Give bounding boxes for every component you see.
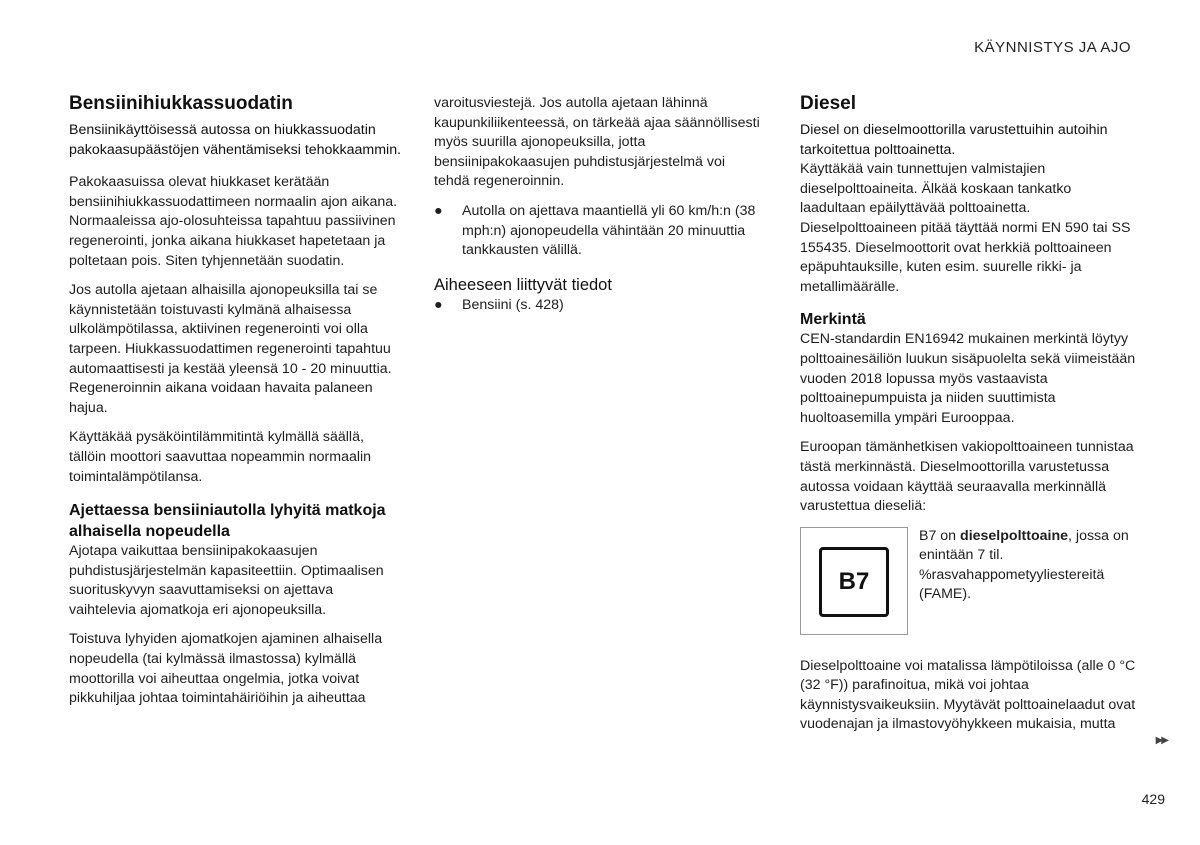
related-link-text[interactable]: Bensiini (s. 428) <box>462 296 564 313</box>
b7-fuel-label-image <box>800 527 908 635</box>
bullet-icon: ● <box>434 202 443 219</box>
b7-marking-row <box>800 527 1136 635</box>
subsection-title-marking: Merkintä <box>800 311 866 329</box>
paragraph: Käyttäkää vain tunnettujen valmistajien dieselpolttoaineita. Älkää koskaan tankatko laadultaan epäilyttävää polttoainetta. Dieselpolttoaineen pitää täyttää normi EN 590 tai SS 155435. Dieselmoottorit ovat herkkiä polttoaineen epäpuhtauksille, kuten esim. suurelle rikki- ja metallimäärälle. <box>800 161 1131 295</box>
b7-description <box>919 527 1134 605</box>
b7-fuel-label-icon: B7 <box>819 547 889 617</box>
lead-paragraph: Diesel on dieselmoottorilla varustettuihin autoihin tarkoitettua polttoainetta. <box>800 122 1108 158</box>
b7-description-pre: B7 on <box>919 527 961 544</box>
section-title-diesel: Diesel <box>800 93 856 114</box>
column-left <box>69 92 404 709</box>
section-header: KÄYNNISTYS JA AJO <box>974 39 1131 56</box>
b7-description-post: , jossa on enintään 7 til. %rasvahappometyyliestereitä (FAME). <box>919 527 1129 603</box>
paragraph: Jos autolla ajetaan alhaisilla ajonopeuksilla tai se käynnistetään toistuvasti kylmänä alhaisessa ulkolämpötilassa, aktiivinen regenerointi voi olla tarpeen. Hiukkassuodattimen regenerointi tapahtuu automaattisesti ja kestää yleensä 10 - 20 minuuttia. Regeneroinnin aikana voidaan havaita palaneen hajua. <box>69 282 392 416</box>
paragraph: Dieselpolttoaine voi matalissa lämpötiloissa (alle 0 °C (32 °F)) parafinoitua, mikä voi johtaa käynnistysvaikeuksiin. Myytävät polttoainelaadut ovat vuodenajan ja ilmastovyöhykkeen mukaisia, mutta <box>800 657 1136 733</box>
paragraph: varoitusviestejä. Jos autolla ajetaan lähinnä kaupunkiliikenteessä, on tärkeää ajaa säännöllisesti myös suurilla ajonopeuksilla, jotta bensiinipakokaasujen puhdistusjärjestelmä voi tehdä regeneroinnin. <box>434 95 760 190</box>
paragraph: Ajotapa vaikuttaa bensiinipakokaasujen puhdistusjärjestelmän kapasiteettiin. Optimaalisen suorituskyvyn saavuttamiseksi on ajettava vaihtelevia ajomatkoja eri ajonopeuksilla. <box>69 543 384 618</box>
column-middle <box>434 94 764 315</box>
b7-description-bold: dieselpolttoaine <box>960 527 1069 544</box>
related-link-item[interactable] <box>434 296 764 316</box>
paragraph: Pakokaasuissa olevat hiukkaset kerätään bensiinihiukkassuodattimeen normaalin ajon aikana. Normaaleissa ajo-olosuhteissa tapahtuu passiivinen regenerointi, jonka aikana hiukkaset hapetetaan ja poltetaan pois. Siten tyhjennetään suodatin. <box>69 174 398 269</box>
bullet-icon: ● <box>434 296 443 313</box>
column-right <box>800 92 1136 735</box>
subsection-title-short-trips: Ajettaessa bensiiniautolla lyhyitä matkoja alhaisella nopeudella <box>69 502 386 541</box>
paragraph: Käyttäkää pysäköintilämmitintä kylmällä säällä, tällöin moottori saavuttaa nopeammin normaalin toimintalämpötilansa. <box>69 429 372 485</box>
list-item-text: Autolla on ajettava maantiellä yli 60 km/h:n (38 mph:n) ajonopeudella vähintään 20 minuuttia tankkausten välillä. <box>462 202 756 259</box>
section-title-particle-filter: Bensiinihiukkassuodatin <box>69 93 293 114</box>
lead-paragraph: Bensiinikäyttöisessä autossa on hiukkassuodatin pakokaasupäästöjen vähentämiseksi tehokkaammin. <box>69 122 402 158</box>
paragraph: Euroopan tämänhetkisen vakiopolttoaineen tunnistaa tästä merkinnästä. Dieselmoottorilla varustetussa autossa voidaan käyttää seuraavalla merkinnällä varustettua dieseliä: <box>800 439 1134 515</box>
paragraph: CEN-standardin EN16942 mukainen merkintä löytyy polttoainesäiliön luukun sisäpuolelta sekä viimeistään vuoden 2018 lopussa myös vastaavista polttoainepumpuista ja niiden suuttimista huoltoasemilla ympäri Eurooppaa. <box>800 331 1136 426</box>
list-item <box>434 202 764 261</box>
paragraph: Toistuva lyhyiden ajomatkojen ajaminen alhaisella nopeudella (tai kylmässä ilmastossa) kylmällä moottorilla voi aiheuttaa ongelmia, jotka voivat pikkuhiljaa johtaa toimintahäiriöihin ja aiheuttaa <box>69 631 383 707</box>
continue-arrow-icon: ▶▶ <box>1155 735 1167 746</box>
page-number: 429 <box>1141 791 1165 807</box>
related-info-title: Aiheeseen liittyvät tiedot <box>434 275 612 294</box>
